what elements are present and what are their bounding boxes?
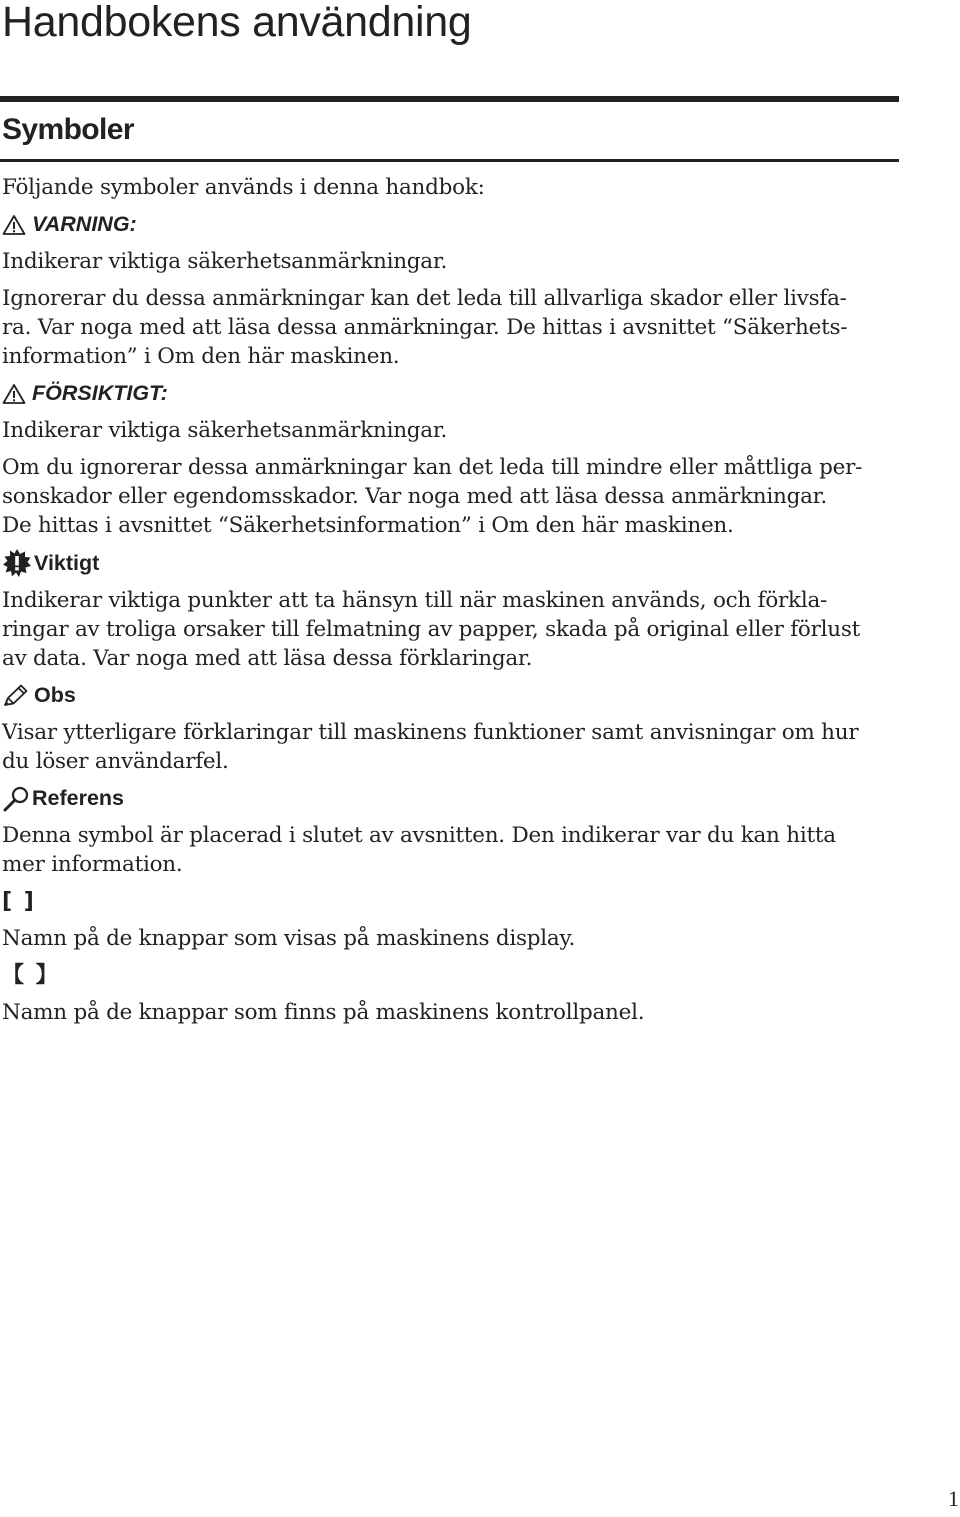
note-heading xyxy=(2,681,902,710)
reference-text-1: Denna symbol är placerad i slutet av avsnitten. Den indikerar var du kan hitta xyxy=(2,823,836,848)
important-text-2: ringar av troliga orsaker till felmatning av papper, skada på original eller förlust xyxy=(2,617,861,642)
warning-heading xyxy=(2,210,902,239)
reference-heading xyxy=(2,784,902,813)
caution-heading xyxy=(2,379,902,408)
panel-key-text: Namn på de knappar som finns på maskinens kontrollpanel. xyxy=(2,1000,645,1025)
reference-label: Referens xyxy=(32,786,125,810)
important-text-3: av data. Var noga med att läsa dessa förklaringar. xyxy=(2,646,533,671)
header-rule-thin xyxy=(0,159,899,162)
display-key-text: Namn på de knappar som visas på maskinens display. xyxy=(2,926,576,951)
symbols-content xyxy=(2,173,902,1027)
warning-label: VARNING: xyxy=(32,212,137,236)
panel-key-symbol: 【 】 xyxy=(2,963,60,988)
caution-label: FÖRSIKTIGT: xyxy=(32,381,168,405)
warning-triangle-icon xyxy=(2,214,26,236)
note-text-1: Visar ytterligare förklaringar till maskinens funktioner samt anvisningar om hur xyxy=(2,720,859,745)
important-label: Viktigt xyxy=(34,550,100,575)
warning-text-2: Ignorerar du dessa anmärkningar kan det leda till allvarliga skador eller livsfa- xyxy=(2,286,847,311)
intro-text: Följande symboler används i denna handbok: xyxy=(2,175,485,200)
page-number: 1 xyxy=(948,1486,959,1511)
pencil-icon xyxy=(2,683,30,709)
page-title: Handbokens användning xyxy=(2,0,472,46)
section-title: Symboler xyxy=(2,113,134,146)
warning-text-3: ra. Var noga med att läsa dessa anmärkningar. De hittas i avsnittet “Säkerhets- xyxy=(2,315,848,340)
header-rule-thick xyxy=(0,96,899,102)
caution-text-2: Om du ignorerar dessa anmärkningar kan det leda till mindre eller måttliga per- xyxy=(2,455,863,480)
important-text-1: Indikerar viktiga punkter att ta hänsyn till när maskinen används, och förkla- xyxy=(2,588,828,613)
caution-text-3: sonskador eller egendomsskador. Var noga med att läsa dessa anmärkningar. xyxy=(2,484,827,509)
caution-text-1: Indikerar viktiga säkerhetsanmärkningar. xyxy=(2,418,448,443)
warning-text-1: Indikerar viktiga säkerhetsanmärkningar. xyxy=(2,249,448,274)
note-text-2: du löser användarfel. xyxy=(2,749,229,774)
warning-text-4: information” i Om den här maskinen. xyxy=(2,344,400,369)
caution-triangle-icon xyxy=(2,383,26,405)
note-label: Obs xyxy=(34,683,76,707)
important-badge-icon xyxy=(2,548,32,578)
display-key-symbol: [ ] xyxy=(2,889,36,914)
important-heading xyxy=(2,548,902,578)
caution-text-4: De hittas i avsnittet “Säkerhetsinformation” i Om den här maskinen. xyxy=(2,513,734,538)
magnifier-icon xyxy=(2,785,30,813)
reference-text-2: mer information. xyxy=(2,852,183,877)
